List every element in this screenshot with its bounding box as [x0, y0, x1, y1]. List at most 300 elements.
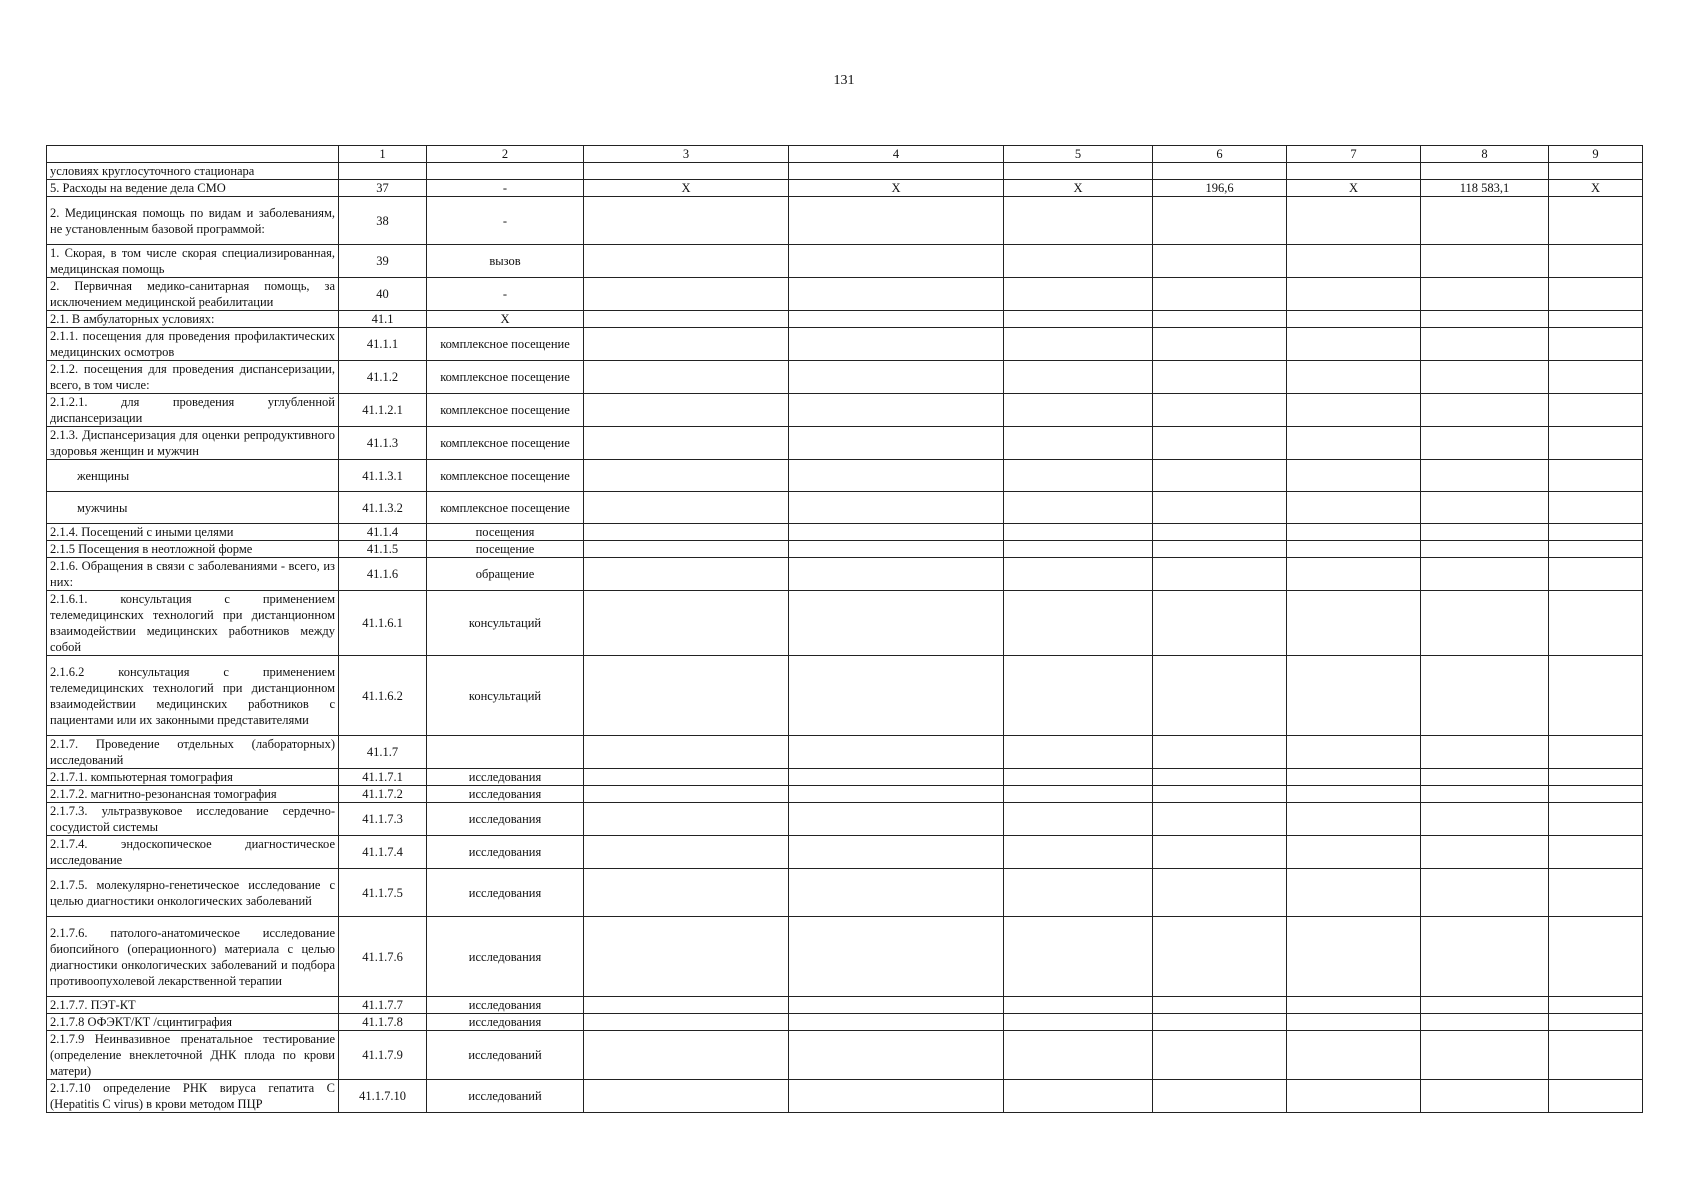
row-name: 2.1.3. Диспансеризация для оценки репродуктивного здоровья женщин и мужчин	[47, 427, 339, 460]
row-unit: -	[427, 180, 584, 197]
row-code: 41.1	[339, 311, 427, 328]
table-row	[47, 656, 1643, 736]
row-name: 2.1.2. посещения для проведения диспансеризации, всего, в том числе:	[47, 361, 339, 394]
row-code: 38	[339, 197, 427, 245]
value-cell-col-5	[1004, 869, 1153, 917]
row-code: 41.1.3	[339, 427, 427, 460]
value-cell-col-4	[789, 1031, 1004, 1080]
value-cell-col-3	[584, 803, 789, 836]
value-cell-col-7	[1287, 558, 1421, 591]
value-cell-col-9	[1549, 1080, 1643, 1113]
value-cell-col-9	[1549, 163, 1643, 180]
value-cell-col-3	[584, 997, 789, 1014]
value-cell-col-3	[584, 558, 789, 591]
value-cell-col-3	[584, 736, 789, 769]
row-name: 2.1.7.10 определение РНК вируса гепатита С (Hepatitis C virus) в крови методом ПЦР	[47, 1080, 339, 1113]
table-row	[47, 997, 1643, 1014]
table-row	[47, 769, 1643, 786]
value-cell-col-8	[1421, 591, 1549, 656]
value-cell-col-4	[789, 460, 1004, 492]
header-row	[47, 146, 1643, 163]
value-cell-col-9	[1549, 541, 1643, 558]
value-cell-col-6	[1153, 1031, 1287, 1080]
value-cell-col-6	[1153, 492, 1287, 524]
value-cell-col-4	[789, 869, 1004, 917]
value-cell-col-6: 196,6	[1153, 180, 1287, 197]
row-unit: обращение	[427, 558, 584, 591]
value-cell-col-3	[584, 245, 789, 278]
value-cell-col-4	[789, 591, 1004, 656]
row-unit	[427, 736, 584, 769]
value-cell-col-4	[789, 427, 1004, 460]
value-cell-col-4	[789, 361, 1004, 394]
value-cell-col-5	[1004, 541, 1153, 558]
row-code: 41.1.3.1	[339, 460, 427, 492]
row-code: 41.1.7.9	[339, 1031, 427, 1080]
value-cell-col-9	[1549, 803, 1643, 836]
value-cell-col-4	[789, 786, 1004, 803]
value-cell-col-8	[1421, 997, 1549, 1014]
row-name: 2.1.7.4. эндоскопическое диагностическое исследование	[47, 836, 339, 869]
header-cell	[47, 146, 339, 163]
value-cell-col-4	[789, 558, 1004, 591]
value-cell-col-6	[1153, 803, 1287, 836]
header-cell: 8	[1421, 146, 1549, 163]
row-unit: исследования	[427, 1014, 584, 1031]
row-code: 41.1.7.2	[339, 786, 427, 803]
value-cell-col-3	[584, 311, 789, 328]
table-row	[47, 1014, 1643, 1031]
value-cell-col-7	[1287, 197, 1421, 245]
value-cell-col-6	[1153, 427, 1287, 460]
row-name: 2.1.6.1. консультация с применением телемедицинских технологий при дистанционном взаимодействии медицинских работников между собой	[47, 591, 339, 656]
value-cell-col-6	[1153, 869, 1287, 917]
value-cell-col-7: X	[1287, 180, 1421, 197]
value-cell-col-9	[1549, 736, 1643, 769]
value-cell-col-5	[1004, 769, 1153, 786]
value-cell-col-3	[584, 917, 789, 997]
value-cell-col-5	[1004, 656, 1153, 736]
value-cell-col-7	[1287, 917, 1421, 997]
value-cell-col-5	[1004, 836, 1153, 869]
value-cell-col-8	[1421, 311, 1549, 328]
value-cell-col-7	[1287, 1080, 1421, 1113]
row-code	[339, 163, 427, 180]
row-unit: комплексное посещение	[427, 460, 584, 492]
value-cell-col-7	[1287, 492, 1421, 524]
value-cell-col-3	[584, 328, 789, 361]
value-cell-col-9	[1549, 769, 1643, 786]
value-cell-col-9	[1549, 278, 1643, 311]
value-cell-col-3	[584, 591, 789, 656]
row-code: 41.1.6.2	[339, 656, 427, 736]
value-cell-col-7	[1287, 460, 1421, 492]
value-cell-col-8: 118 583,1	[1421, 180, 1549, 197]
value-cell-col-7	[1287, 997, 1421, 1014]
value-cell-col-5	[1004, 394, 1153, 427]
value-cell-col-8	[1421, 558, 1549, 591]
value-cell-col-8	[1421, 917, 1549, 997]
value-cell-col-5	[1004, 492, 1153, 524]
value-cell-col-5	[1004, 591, 1153, 656]
value-cell-col-5	[1004, 1080, 1153, 1113]
value-cell-col-7	[1287, 541, 1421, 558]
value-cell-col-9	[1549, 311, 1643, 328]
row-name: женщины	[47, 460, 339, 492]
value-cell-col-4	[789, 311, 1004, 328]
value-cell-col-5	[1004, 1014, 1153, 1031]
value-cell-col-3	[584, 1014, 789, 1031]
value-cell-col-4: X	[789, 180, 1004, 197]
row-unit: -	[427, 278, 584, 311]
value-cell-col-8	[1421, 328, 1549, 361]
row-unit: исследования	[427, 803, 584, 836]
row-code: 37	[339, 180, 427, 197]
row-code: 41.1.7.8	[339, 1014, 427, 1031]
row-name: 2.1. В амбулаторных условиях:	[47, 311, 339, 328]
value-cell-col-6	[1153, 997, 1287, 1014]
value-cell-col-9	[1549, 591, 1643, 656]
value-cell-col-4	[789, 197, 1004, 245]
row-unit: консультаций	[427, 591, 584, 656]
value-cell-col-9	[1549, 460, 1643, 492]
value-cell-col-3	[584, 656, 789, 736]
value-cell-col-7	[1287, 836, 1421, 869]
value-cell-col-6	[1153, 394, 1287, 427]
value-cell-col-8	[1421, 736, 1549, 769]
value-cell-col-9	[1549, 394, 1643, 427]
table-row	[47, 836, 1643, 869]
row-code: 41.1.7.4	[339, 836, 427, 869]
table-row	[47, 524, 1643, 541]
value-cell-col-4	[789, 736, 1004, 769]
table-row	[47, 541, 1643, 558]
value-cell-col-3	[584, 427, 789, 460]
row-code: 41.1.7.5	[339, 869, 427, 917]
value-cell-col-4	[789, 803, 1004, 836]
value-cell-col-8	[1421, 361, 1549, 394]
row-unit	[427, 163, 584, 180]
value-cell-col-6	[1153, 836, 1287, 869]
table-row	[47, 1031, 1643, 1080]
row-unit: посещения	[427, 524, 584, 541]
row-code: 39	[339, 245, 427, 278]
value-cell-col-5	[1004, 328, 1153, 361]
row-name: 2.1.7.2. магнитно-резонансная томография	[47, 786, 339, 803]
value-cell-col-8	[1421, 460, 1549, 492]
row-name: 2.1.7.9 Неинвазивное пренатальное тестирование (определение внеклеточной ДНК плода по крови матери)	[47, 1031, 339, 1080]
table-row	[47, 803, 1643, 836]
value-cell-col-4	[789, 328, 1004, 361]
table-row	[47, 591, 1643, 656]
value-cell-col-5	[1004, 197, 1153, 245]
table-row	[47, 197, 1643, 245]
row-unit: исследования	[427, 917, 584, 997]
value-cell-col-9	[1549, 917, 1643, 997]
value-cell-col-4	[789, 836, 1004, 869]
table-row	[47, 736, 1643, 769]
value-cell-col-4	[789, 541, 1004, 558]
value-cell-col-7	[1287, 278, 1421, 311]
row-unit: исследований	[427, 1080, 584, 1113]
row-unit: исследования	[427, 836, 584, 869]
row-name: условиях круглосуточного стационара	[47, 163, 339, 180]
table-row	[47, 869, 1643, 917]
value-cell-col-7	[1287, 656, 1421, 736]
value-cell-col-5	[1004, 278, 1153, 311]
value-cell-col-5	[1004, 917, 1153, 997]
value-cell-col-9	[1549, 1031, 1643, 1080]
value-cell-col-4	[789, 997, 1004, 1014]
value-cell-col-9	[1549, 197, 1643, 245]
row-unit: комплексное посещение	[427, 427, 584, 460]
value-cell-col-3	[584, 197, 789, 245]
value-cell-col-5	[1004, 736, 1153, 769]
row-name: 5. Расходы на ведение дела СМО	[47, 180, 339, 197]
value-cell-col-7	[1287, 869, 1421, 917]
value-cell-col-7	[1287, 245, 1421, 278]
value-cell-col-7	[1287, 736, 1421, 769]
value-cell-col-9	[1549, 786, 1643, 803]
row-code: 41.1.7.3	[339, 803, 427, 836]
row-code: 41.1.6	[339, 558, 427, 591]
table-row	[47, 917, 1643, 997]
row-unit: исследования	[427, 769, 584, 786]
table-row	[47, 460, 1643, 492]
value-cell-col-6	[1153, 245, 1287, 278]
value-cell-col-7	[1287, 524, 1421, 541]
value-cell-col-6	[1153, 311, 1287, 328]
value-cell-col-5: X	[1004, 180, 1153, 197]
value-cell-col-6	[1153, 1080, 1287, 1113]
row-name: 1. Скорая, в том числе скорая специализированная, медицинская помощь	[47, 245, 339, 278]
value-cell-col-6	[1153, 524, 1287, 541]
value-cell-col-5	[1004, 558, 1153, 591]
row-name: 2.1.5 Посещения в неотложной форме	[47, 541, 339, 558]
value-cell-col-9	[1549, 656, 1643, 736]
value-cell-col-7	[1287, 163, 1421, 180]
row-code: 41.1.6.1	[339, 591, 427, 656]
row-code: 41.1.7.7	[339, 997, 427, 1014]
value-cell-col-6	[1153, 769, 1287, 786]
row-code: 41.1.1	[339, 328, 427, 361]
value-cell-col-7	[1287, 394, 1421, 427]
value-cell-col-3	[584, 163, 789, 180]
value-cell-col-4	[789, 245, 1004, 278]
row-name: 2.1.7.3. ультразвуковое исследование сердечно-сосудистой системы	[47, 803, 339, 836]
row-name: 2.1.7.8 ОФЭКТ/КТ /сцинтиграфия	[47, 1014, 339, 1031]
row-name: 2.1.6. Обращения в связи с заболеваниями - всего, из них:	[47, 558, 339, 591]
row-name: 2.1.7.6. патолого-анатомическое исследование биопсийного (операционного) материала с целью диагностики онкологических заболеваний и подбора противоопухолевой лекарственной терапии	[47, 917, 339, 997]
value-cell-col-4	[789, 278, 1004, 311]
value-cell-col-4	[789, 163, 1004, 180]
value-cell-col-6	[1153, 786, 1287, 803]
value-cell-col-6	[1153, 656, 1287, 736]
value-cell-col-5	[1004, 311, 1153, 328]
value-cell-col-5	[1004, 786, 1153, 803]
value-cell-col-4	[789, 1080, 1004, 1113]
value-cell-col-9	[1549, 1014, 1643, 1031]
value-cell-col-6	[1153, 558, 1287, 591]
row-code: 40	[339, 278, 427, 311]
value-cell-col-9: X	[1549, 180, 1643, 197]
row-unit: исследований	[427, 1031, 584, 1080]
value-cell-col-9	[1549, 997, 1643, 1014]
row-unit: комплексное посещение	[427, 394, 584, 427]
table-row	[47, 786, 1643, 803]
value-cell-col-4	[789, 656, 1004, 736]
row-name: 2.1.7. Проведение отдельных (лабораторных) исследований	[47, 736, 339, 769]
table-row	[47, 361, 1643, 394]
value-cell-col-9	[1549, 328, 1643, 361]
row-name: 2.1.7.1. компьютерная томография	[47, 769, 339, 786]
value-cell-col-3	[584, 1031, 789, 1080]
value-cell-col-8	[1421, 1031, 1549, 1080]
row-unit: исследования	[427, 997, 584, 1014]
value-cell-col-8	[1421, 163, 1549, 180]
row-unit: X	[427, 311, 584, 328]
value-cell-col-9	[1549, 524, 1643, 541]
value-cell-col-8	[1421, 394, 1549, 427]
row-code: 41.1.3.2	[339, 492, 427, 524]
value-cell-col-3	[584, 460, 789, 492]
value-cell-col-3	[584, 869, 789, 917]
value-cell-col-5	[1004, 997, 1153, 1014]
value-cell-col-3	[584, 541, 789, 558]
table-row	[47, 427, 1643, 460]
value-cell-col-4	[789, 492, 1004, 524]
value-cell-col-8	[1421, 656, 1549, 736]
value-cell-col-3	[584, 278, 789, 311]
row-name: 2.1.7.5. молекулярно-генетическое исследование с целью диагностики онкологических заболеваний	[47, 869, 339, 917]
value-cell-col-6	[1153, 736, 1287, 769]
value-cell-col-8	[1421, 1014, 1549, 1031]
value-cell-col-3	[584, 786, 789, 803]
table-row	[47, 328, 1643, 361]
value-cell-col-8	[1421, 492, 1549, 524]
value-cell-col-5	[1004, 427, 1153, 460]
row-code: 41.1.4	[339, 524, 427, 541]
row-name: 2.1.2.1. для проведения углубленной диспансеризации	[47, 394, 339, 427]
header-cell: 7	[1287, 146, 1421, 163]
value-cell-col-4	[789, 394, 1004, 427]
value-cell-col-3	[584, 1080, 789, 1113]
value-cell-col-5	[1004, 460, 1153, 492]
table-row	[47, 245, 1643, 278]
value-cell-col-5	[1004, 245, 1153, 278]
value-cell-col-3	[584, 769, 789, 786]
table-row	[47, 180, 1643, 197]
row-unit: -	[427, 197, 584, 245]
row-name: 2.1.1. посещения для проведения профилактических медицинских осмотров	[47, 328, 339, 361]
value-cell-col-9	[1549, 869, 1643, 917]
header-cell: 5	[1004, 146, 1153, 163]
value-cell-col-3	[584, 836, 789, 869]
value-cell-col-5	[1004, 1031, 1153, 1080]
value-cell-col-6	[1153, 591, 1287, 656]
table-row	[47, 1080, 1643, 1113]
row-code: 41.1.7.1	[339, 769, 427, 786]
header-cell: 1	[339, 146, 427, 163]
value-cell-col-5	[1004, 803, 1153, 836]
value-cell-col-3	[584, 524, 789, 541]
value-cell-col-6	[1153, 328, 1287, 361]
value-cell-col-5	[1004, 361, 1153, 394]
value-cell-col-4	[789, 917, 1004, 997]
value-cell-col-7	[1287, 1014, 1421, 1031]
row-unit: исследования	[427, 869, 584, 917]
value-cell-col-8	[1421, 786, 1549, 803]
value-cell-col-8	[1421, 803, 1549, 836]
value-cell-col-9	[1549, 492, 1643, 524]
row-name: 2. Медицинская помощь по видам и заболеваниям, не установленным базовой программой:	[47, 197, 339, 245]
row-name: 2.1.7.7. ПЭТ-КТ	[47, 997, 339, 1014]
row-unit: консультаций	[427, 656, 584, 736]
row-name: 2.1.4. Посещений с иными целями	[47, 524, 339, 541]
value-cell-col-5	[1004, 163, 1153, 180]
row-name: мужчины	[47, 492, 339, 524]
row-unit: вызов	[427, 245, 584, 278]
row-unit: посещение	[427, 541, 584, 558]
value-cell-col-9	[1549, 558, 1643, 591]
value-cell-col-7	[1287, 591, 1421, 656]
value-cell-col-5	[1004, 524, 1153, 541]
value-cell-col-9	[1549, 427, 1643, 460]
value-cell-col-8	[1421, 836, 1549, 869]
data-table	[46, 145, 1643, 1113]
value-cell-col-3	[584, 492, 789, 524]
row-unit: исследования	[427, 786, 584, 803]
row-unit: комплексное посещение	[427, 361, 584, 394]
value-cell-col-6	[1153, 278, 1287, 311]
value-cell-col-6	[1153, 541, 1287, 558]
value-cell-col-8	[1421, 245, 1549, 278]
table-row	[47, 394, 1643, 427]
value-cell-col-6	[1153, 163, 1287, 180]
value-cell-col-7	[1287, 311, 1421, 328]
header-cell: 4	[789, 146, 1004, 163]
value-cell-col-8	[1421, 541, 1549, 558]
row-unit: комплексное посещение	[427, 492, 584, 524]
row-unit: комплексное посещение	[427, 328, 584, 361]
header-cell: 6	[1153, 146, 1287, 163]
value-cell-col-7	[1287, 803, 1421, 836]
header-cell: 2	[427, 146, 584, 163]
value-cell-col-8	[1421, 278, 1549, 311]
row-code: 41.1.7	[339, 736, 427, 769]
value-cell-col-4	[789, 769, 1004, 786]
table-row	[47, 311, 1643, 328]
value-cell-col-4	[789, 524, 1004, 541]
table-row	[47, 492, 1643, 524]
value-cell-col-6	[1153, 917, 1287, 997]
value-cell-col-6	[1153, 197, 1287, 245]
value-cell-col-6	[1153, 1014, 1287, 1031]
row-code: 41.1.2.1	[339, 394, 427, 427]
page-number: 131	[833, 73, 855, 88]
value-cell-col-8	[1421, 1080, 1549, 1113]
value-cell-col-3: X	[584, 180, 789, 197]
table-row	[47, 278, 1643, 311]
value-cell-col-7	[1287, 328, 1421, 361]
value-cell-col-8	[1421, 524, 1549, 541]
value-cell-col-7	[1287, 786, 1421, 803]
value-cell-col-8	[1421, 869, 1549, 917]
value-cell-col-8	[1421, 769, 1549, 786]
value-cell-col-9	[1549, 836, 1643, 869]
header-cell: 3	[584, 146, 789, 163]
value-cell-col-4	[789, 1014, 1004, 1031]
